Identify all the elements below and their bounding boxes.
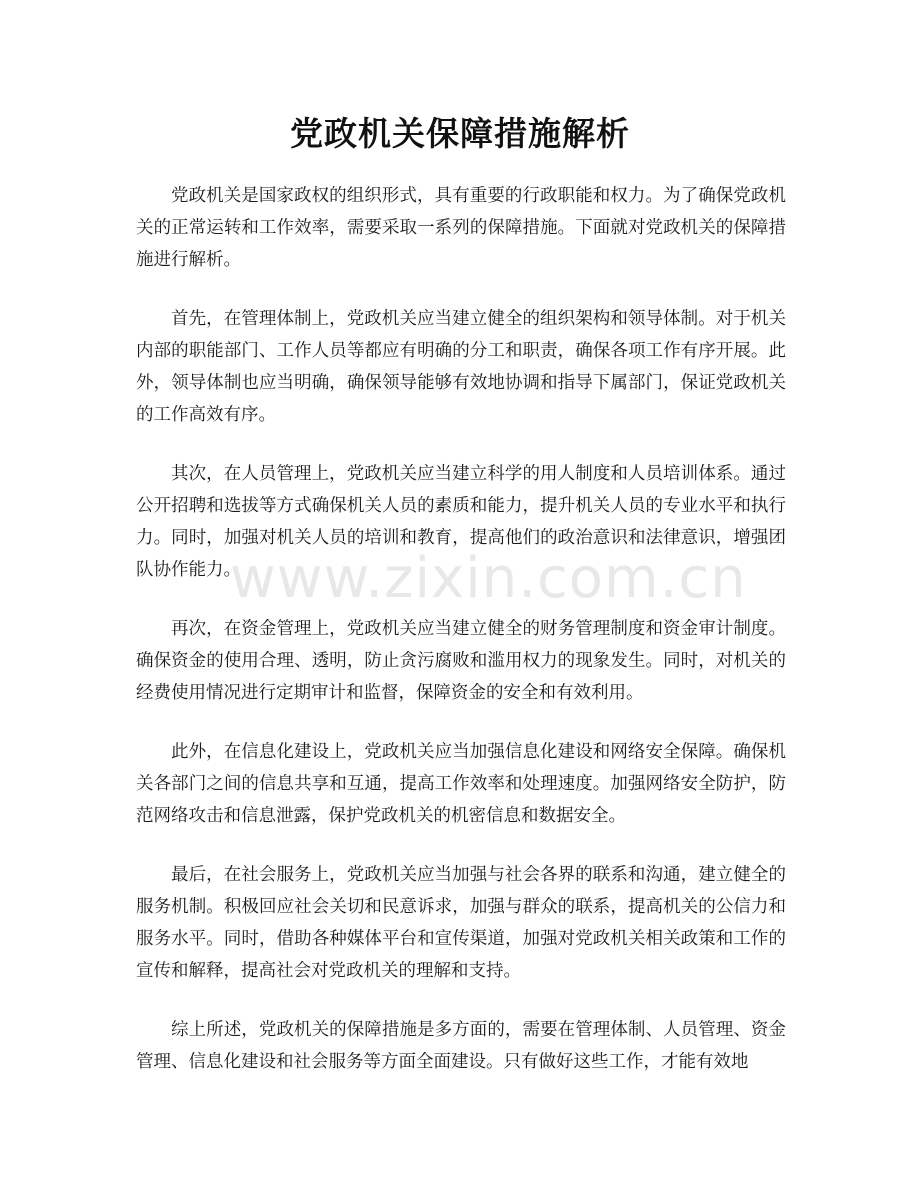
paragraph-management-system: 首先，在管理体制上，党政机关应当建立健全的组织架构和领导体制。对于机关内部的职能部门、工作人员等都应有明确的分工和职责，确保各项工作有序开展。此外，领导体制也应当明确，确保领导能够有效地协调和指导下属部门，保证党政机关的工作高效有序。 [136, 309, 786, 425]
paragraph-social-service: 最后，在社会服务上，党政机关应当加强与社会各界的联系和沟通，建立健全的服务机制。积极回应社会关切和民意诉求，加强与群众的联系，提高机关的公信力和服务水平。同时，借助各种媒体平台和宣传渠道，加强对党政机关相关政策和工作的宣传和解释，提高社会对党政机关的理解和支持。 [136, 865, 786, 981]
paragraph-personnel-management: 其次，在人员管理上，党政机关应当建立科学的用人制度和人员培训体系。通过公开招聘和选拔等方式确保机关人员的素质和能力，提升机关人员的专业水平和执行力。同时，加强对机关人员的培训和教育，提高他们的政治意识和法律意识，增强团队协作能力。 [136, 464, 786, 580]
paragraph-informatization: 此外，在信息化建设上，党政机关应当加强信息化建设和网络安全保障。确保机关各部门之间的信息共享和互通，提高工作效率和处理速度。加强网络安全防护，防范网络攻击和信息泄露，保护党政机关的机密信息和数据安全。 [136, 742, 786, 826]
paragraph-fund-management: 再次，在资金管理上，党政机关应当建立健全的财务管理制度和资金审计制度。确保资金的使用合理、透明，防止贪污腐败和滥用权力的现象发生。同时，对机关的经费使用情况进行定期审计和监督，保障资金的安全和有效利用。 [136, 619, 786, 703]
paragraph-conclusion: 综上所述，党政机关的保障措施是多方面的，需要在管理体制、人员管理、资金管理、信息化建设和社会服务等方面全面建设。只有做好这些工作，才能有效地 [136, 1020, 786, 1072]
watermark: www.zixin.com.cn [230, 546, 747, 611]
document-title: 党政机关保障措施解析 [290, 114, 630, 153]
paragraph-intro: 党政机关是国家政权的组织形式，具有重要的行政职能和权力。为了确保党政机关的正常运转和工作效率，需要采取一系列的保障措施。下面就对党政机关的保障措施进行解析。 [136, 186, 786, 270]
document-body [136, 180, 786, 1105]
